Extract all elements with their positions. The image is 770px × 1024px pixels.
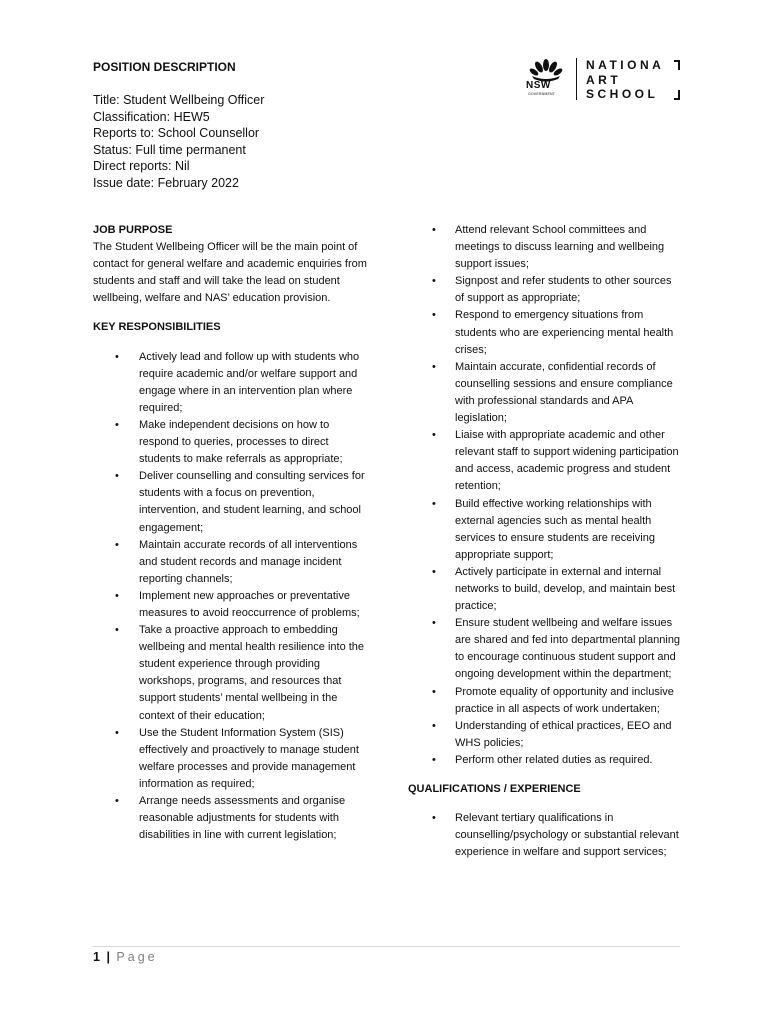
nas-line: ART <box>586 72 622 87</box>
page-number: 1 <box>93 950 100 964</box>
list-item: • Actively lead and follow up with students who require academic and/or welfare support and engage where in an intervention plan where required; <box>93 349 368 417</box>
qualifications-list <box>408 810 683 861</box>
reports-to: Reports to: School Counsellor <box>93 126 260 140</box>
qualifications-heading: QUALIFICATIONS / EXPERIENCE <box>408 783 581 795</box>
right-column <box>408 222 683 861</box>
list-item: • Actively participate in external and internal networks to build, develop, and maintain best practice; <box>408 564 683 615</box>
responsibilities-list-right <box>408 222 683 769</box>
list-item: • Understanding of ethical practices, EEO and WHS policies; <box>408 718 683 752</box>
list-item: • Build effective working relationships with external agencies such as mental health services to ensure students are receiving appropriate support; <box>408 496 683 564</box>
bracket-top-icon <box>674 60 680 70</box>
list-item: • Promote equality of opportunity and inclusive practice in all aspects of work undertaken; <box>408 684 683 718</box>
list-item: • Attend relevant School committees and meetings to discuss learning and wellbeing support issues; <box>408 222 683 273</box>
list-item: • Relevant tertiary qualifications in counselling/psychology or substantial relevant experience in welfare and support services; <box>408 810 683 861</box>
position-title: Title: Student Wellbeing Officer <box>93 93 265 107</box>
list-item: • Ensure student wellbeing and welfare issues are shared and fed into departmental planning to encourage continuous student support and ongoing development within the department; <box>408 615 683 683</box>
list-item: • Signpost and refer students to other sources of support as appropriate; <box>408 273 683 307</box>
list-item: • Deliver counselling and consulting services for students with a focus on prevention, intervention, and student learning, and school engagement; <box>93 468 368 536</box>
list-item: • Maintain accurate records of all interventions and student records and manage incident reporting channels; <box>93 537 368 588</box>
page-label: Page <box>116 950 158 964</box>
list-item: • Take a proactive approach to embedding wellbeing and mental health resilience into the student experience through providing workshops, programs, and resources that support students’ mental wellbeing in the context of their education; <box>93 622 368 725</box>
position-details <box>93 92 264 191</box>
nas-line: NATIONA <box>586 58 665 72</box>
logo-group <box>524 56 684 104</box>
nas-line: SCHOOL <box>586 87 659 101</box>
responsibilities-list-left <box>93 349 368 845</box>
classification: Classification: HEW5 <box>93 109 210 124</box>
list-item: • Liaise with appropriate academic and other relevant staff to support widening participation and access, academic progress and student retention; <box>408 427 683 495</box>
page-footer <box>93 950 158 964</box>
job-purpose-heading: JOB PURPOSE <box>93 224 173 236</box>
list-item: • Implement new approaches or preventative measures to avoid reoccurrence of problems; <box>93 588 368 622</box>
direct-reports: Direct reports: Nil <box>93 159 190 173</box>
bracket-bottom-icon <box>674 90 680 100</box>
list-item: • Respond to emergency situations from students who are experiencing mental health crises; <box>408 307 683 358</box>
national-art-school-wordmark <box>586 58 664 102</box>
list-item: • Arrange needs assessments and organise reasonable adjustments for students with disabilities in line with current legislation; <box>93 793 368 844</box>
list-item: • Perform other related duties as required. <box>408 752 683 769</box>
nsw-wordmark: NSW <box>526 80 551 91</box>
left-column <box>93 222 368 844</box>
footer-separator: | <box>106 950 110 964</box>
key-responsibilities-heading: KEY RESPONSIBILITIES <box>93 321 221 334</box>
government-wordmark: GOVERNMENT <box>528 92 556 96</box>
document-heading: POSITION DESCRIPTION <box>93 60 236 74</box>
list-item: • Make independent decisions on how to respond to queries, processes to direct students to make referrals as appropriate; <box>93 417 368 468</box>
footer-divider <box>93 946 680 947</box>
logo-divider <box>576 58 577 100</box>
job-purpose-text: The Student Wellbeing Officer will be the main point of contact for general welfare and academic enquiries from students and staff and will take the lead on student wellbeing, welfare and NAS’ education provision. <box>93 241 367 305</box>
list-item: • Maintain accurate, confidential records of counselling sessions and ensure compliance with professional standards and APA legislation; <box>408 359 683 427</box>
issue-date: Issue date: February 2022 <box>93 175 239 190</box>
employment-status: Status: Full time permanent <box>93 142 246 157</box>
list-item: • Use the Student Information System (SIS) effectively and proactively to manage student welfare processes and provide management information as required; <box>93 725 368 793</box>
